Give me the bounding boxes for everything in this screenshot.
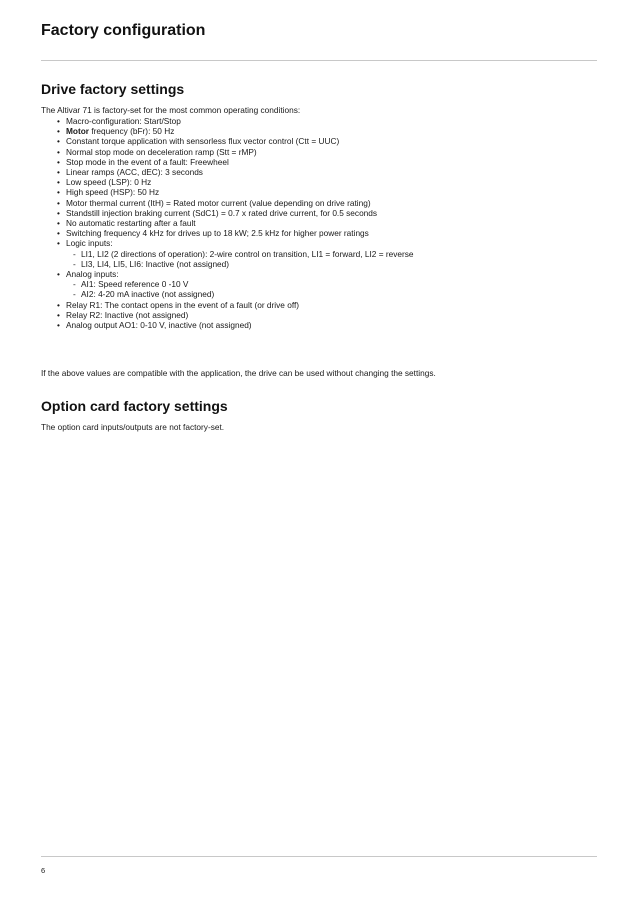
list-item: • Constant torque application with sensorless flux vector control (Ctt = UUC) xyxy=(57,136,340,147)
list-item: • High speed (HSP): 50 Hz xyxy=(57,187,160,198)
list-item: • Stop mode in the event of a fault: Freewheel xyxy=(57,156,229,167)
list-item: • Standstill injection braking current (SdC1) = 0.7 x rated drive current, for 0.5 seconds xyxy=(57,207,378,218)
compatibility-note: If the above values are compatible with the application, the drive can be used without changing the settings. xyxy=(41,368,436,378)
motor-bold-label: Motor xyxy=(66,126,90,137)
sub-list-item: - LI3, LI4, LI5, LI6: Inactive (not assigned) xyxy=(73,258,230,269)
option-card-heading: Option card factory settings xyxy=(41,398,228,414)
list-item: • Macro-configuration: Start/Stop xyxy=(57,116,181,126)
sub-list-item: - LI1, LI2 (2 directions of operation): 2-wire control on transition, LI1 = forward, LI2 = reverse xyxy=(73,248,414,259)
list-item: • Analog output AO1: 0-10 V, inactive (not assigned) xyxy=(57,320,252,331)
page-title: Factory configuration xyxy=(41,22,206,39)
list-item: • Logic inputs: xyxy=(57,238,113,249)
sub-list-item: - AI2: 4-20 mA inactive (not assigned) xyxy=(73,289,215,300)
list-item: • Relay R1: The contact opens in the event of a fault (or drive off) xyxy=(57,299,300,310)
list-item: • Switching frequency 4 kHz for drives up to 18 kW; 2.5 kHz for higher power ratings xyxy=(57,228,369,239)
list-item: • Low speed (LSP): 0 Hz xyxy=(57,177,152,188)
title-divider xyxy=(41,60,597,61)
page-number: 6 xyxy=(41,866,46,875)
footer-divider xyxy=(41,856,597,857)
list-item: • No automatic restarting after a fault xyxy=(57,218,196,229)
drive-settings-intro: The Altivar 71 is factory-set for the most common operating conditions: xyxy=(41,105,301,115)
list-item: • Linear ramps (ACC, dEC): 3 seconds xyxy=(57,167,203,178)
list-item: • Analog inputs: xyxy=(57,269,119,280)
drive-settings-heading: Drive factory settings xyxy=(41,81,185,97)
list-item: • Relay R2: Inactive (not assigned) xyxy=(57,309,189,320)
list-item: • Motor frequency (bFr): 50 Hz xyxy=(57,126,175,137)
option-card-text: The option card inputs/outputs are not factory-set. xyxy=(41,422,225,432)
sub-list-item: - AI1: Speed reference 0 -10 V xyxy=(73,279,189,290)
list-item: • Normal stop mode on deceleration ramp (Stt = rMP) xyxy=(57,146,257,157)
list-item: • Motor thermal current (ItH) = Rated motor current (value depending on drive rating) xyxy=(57,197,371,208)
drive-settings-list xyxy=(41,116,601,330)
